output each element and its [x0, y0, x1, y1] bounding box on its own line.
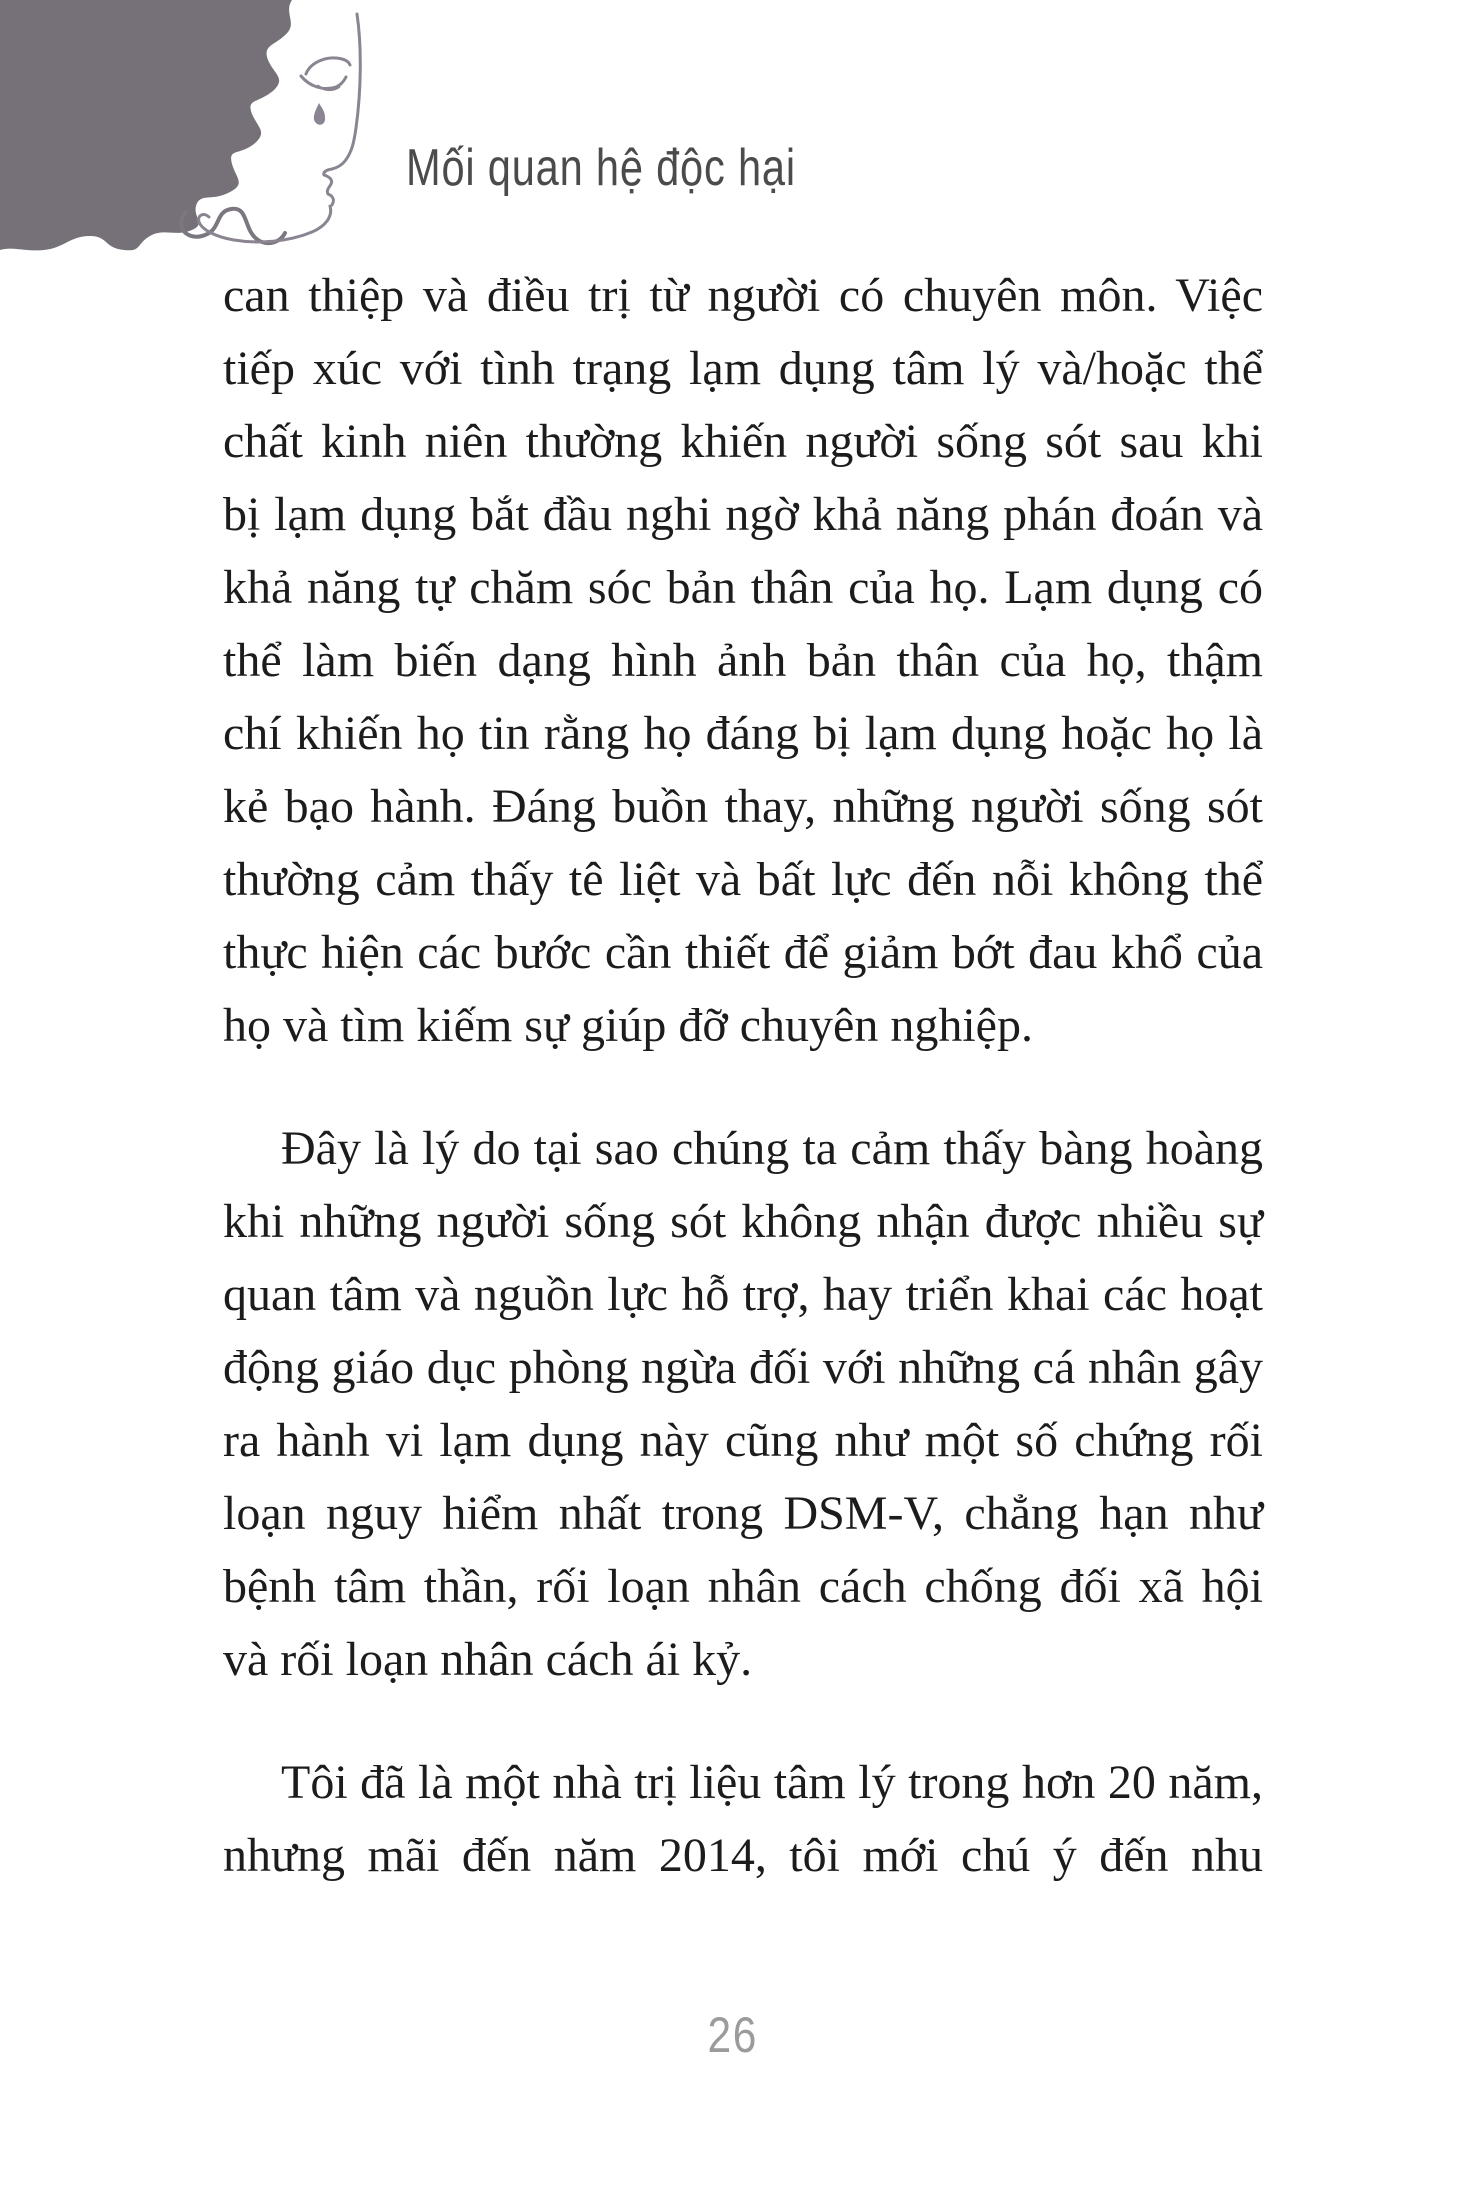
paragraph	[223, 1746, 1263, 1892]
text-line: quan tâm và nguồn lực hỗ trợ, hay triển khai các hoạt	[223, 1268, 1263, 1321]
paragraph	[223, 1112, 1263, 1696]
tear-drop	[314, 103, 325, 125]
text-line: nhưng mãi đến năm 2014, tôi mới chú ý đến nhu	[223, 1829, 1263, 1882]
footer	[0, 2006, 1466, 2064]
running-head-title: Mối quan hệ độc hại	[406, 139, 796, 197]
hair-wisp-blob	[139, 180, 175, 228]
text-line: chí khiến họ tin rằng họ đáng bị lạm dụng hoặc họ là	[223, 707, 1263, 760]
text-line: loạn nguy hiểm nhất trong DSM-V, chẳng hạn như	[223, 1487, 1263, 1540]
text-line: bệnh tâm thần, rối loạn nhân cách chống đối xã hội	[223, 1560, 1263, 1613]
face-profile-line	[324, 14, 360, 205]
text-line: ra hành vi lạm dụng này cũng như một số chứng rối	[223, 1414, 1263, 1467]
text-line: khả năng tự chăm sóc bản thân của họ. Lạm dụng có	[223, 561, 1263, 614]
text-line: động giáo dục phòng ngừa đối với những cá nhân gây	[223, 1341, 1263, 1394]
eyebrow-line	[306, 58, 350, 74]
text-line: chất kinh niên thường khiến người sống sót sau khi	[223, 415, 1263, 468]
text-line: họ và tìm kiếm sự giúp đỡ chuyên nghiệp.	[223, 999, 1033, 1052]
text-line: bị lạm dụng bắt đầu nghi ngờ khả năng phán đoán và	[223, 488, 1263, 541]
text-line: thể làm biến dạng hình ảnh bản thân của họ, thậm	[223, 634, 1263, 687]
text-line: thực hiện các bước cần thiết để giảm bớt đau khổ của	[223, 926, 1263, 979]
text-line: và rối loạn nhân cách ái kỷ.	[223, 1633, 753, 1686]
body-text-block	[223, 259, 1263, 1892]
page-number: 26	[707, 2007, 759, 2063]
paragraph	[223, 259, 1263, 1062]
text-line: Đây là lý do tại sao chúng ta cảm thấy bàng hoàng	[281, 1122, 1263, 1175]
text-line: can thiệp và điều trị từ người có chuyên môn. Việc	[223, 269, 1263, 322]
text-line: tiếp xúc với tình trạng lạm dụng tâm lý và/hoặc thể	[223, 342, 1263, 395]
text-line: Tôi đã là một nhà trị liệu tâm lý trong hơn 20 năm,	[281, 1756, 1263, 1809]
text-line: kẻ bạo hành. Đáng buồn thay, những người sống sót	[223, 780, 1263, 833]
text-line: thường cảm thấy tê liệt và bất lực đến nỗi không thể	[223, 853, 1263, 906]
text-line: khi những người sống sót không nhận được nhiều sự	[223, 1195, 1263, 1248]
